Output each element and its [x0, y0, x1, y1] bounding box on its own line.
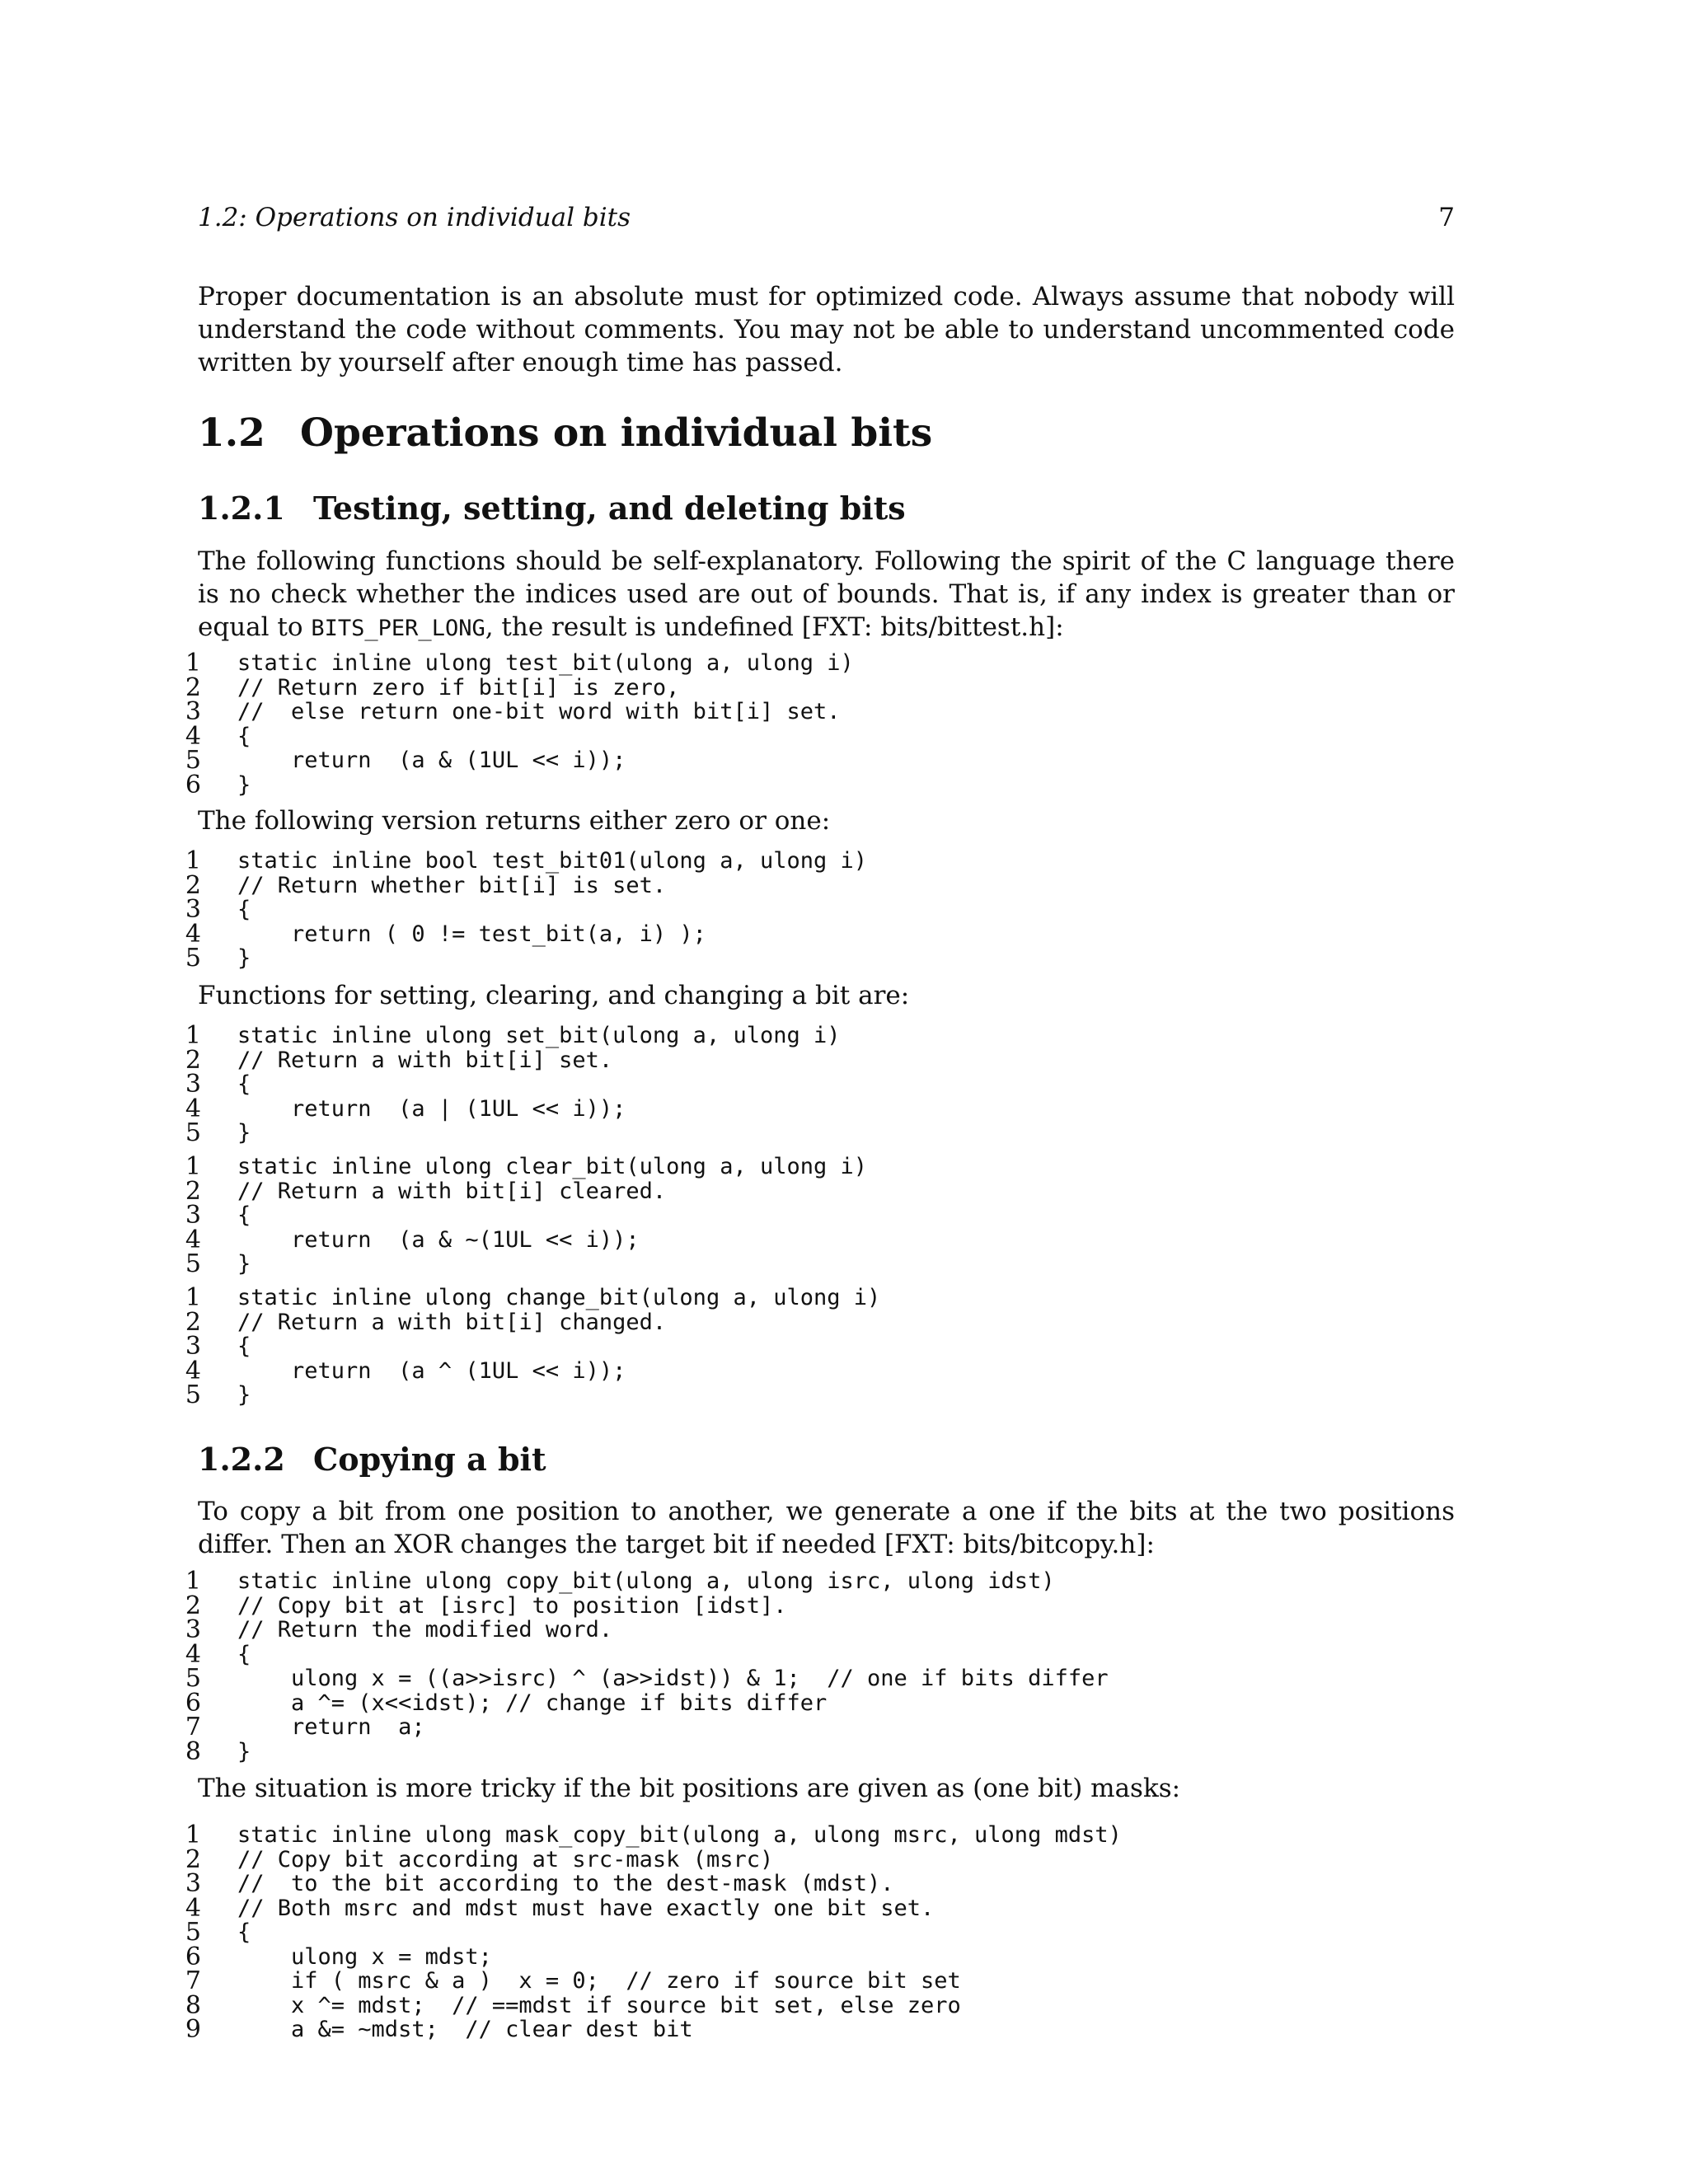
- code-line: [183, 1920, 1469, 1945]
- code-text: static inline ulong change_bit(ulong a, ulong i): [237, 1285, 881, 1310]
- code-text: {: [237, 1333, 251, 1359]
- line-number: 4: [185, 1893, 201, 1923]
- code-line: [183, 946, 1469, 971]
- line-number: 1: [185, 1021, 201, 1050]
- code-block-copy-bit: [183, 1569, 1469, 1764]
- line-number: 5: [185, 1249, 201, 1278]
- line-number: 2: [185, 673, 201, 702]
- line-number: 1: [185, 1821, 201, 1849]
- code-text: return (a | (1UL << i));: [237, 1095, 626, 1122]
- code-block-test-bit: [183, 651, 1469, 797]
- code-text: static inline ulong clear_bit(ulong a, ulong i): [237, 1154, 868, 1179]
- section-heading: [198, 410, 932, 456]
- code-line: [183, 1615, 1469, 1644]
- line-number: 5: [185, 1664, 201, 1693]
- line-number: 2: [185, 1591, 201, 1620]
- line-number: 4: [185, 1639, 201, 1669]
- code-line: [183, 673, 1469, 702]
- code-line: [183, 1283, 1469, 1312]
- line-number: 2: [185, 870, 201, 900]
- code-line: [183, 721, 1469, 751]
- subsection-title: Testing, setting, and deleting bits: [313, 490, 906, 527]
- code-block-test-bit01: [183, 846, 1469, 972]
- line-number: 1: [185, 1283, 201, 1312]
- code-text: // Return whether bit[i] is set.: [237, 872, 667, 898]
- code-line: [183, 770, 1469, 799]
- code-text: a &= ~mdst; // clear dest bit: [237, 2017, 693, 2042]
- code-text: {: [237, 723, 251, 749]
- line-number: 3: [185, 895, 201, 924]
- paragraph-text: , the result is undefined [FXT: bits/bittest.h]:: [485, 612, 1064, 642]
- section-number: 1.2: [198, 410, 265, 456]
- line-number: 2: [185, 1045, 201, 1075]
- code-line: [183, 1380, 1469, 1409]
- code-line: [183, 1021, 1469, 1050]
- subsection-heading-2: [198, 1441, 546, 1478]
- code-line: [183, 1094, 1469, 1123]
- line-number: 3: [185, 1070, 201, 1099]
- line-number: 5: [185, 1118, 201, 1147]
- code-text: }: [237, 771, 251, 798]
- code-text: // else return one-bit word with bit[i] set.: [237, 699, 841, 724]
- paragraph-set-clear-change: Functions for setting, clearing, and changing a bit are:: [198, 981, 910, 1010]
- line-number: 5: [185, 944, 201, 972]
- code-line: [183, 870, 1469, 900]
- code-line: [183, 1942, 1469, 1971]
- code-text: // Copy bit according at src-mask (msrc): [237, 1846, 774, 1872]
- line-number: 9: [185, 2015, 201, 2044]
- code-line: [183, 651, 1469, 676]
- line-number: 8: [185, 1736, 201, 1766]
- code-text: }: [237, 945, 251, 971]
- line-number: 7: [185, 1713, 201, 1741]
- code-text: return (a & (1UL << i));: [237, 748, 626, 773]
- line-number: 5: [185, 1918, 201, 1947]
- paragraph-copy-bit: To copy a bit from one position to another, we generate a one if the bits at the two positions differ. Then an XOR changes the target bit if needed [FXT: bits/bitcopy.h]:: [198, 1497, 1455, 1559]
- line-number: 2: [185, 1176, 201, 1206]
- code-line: [183, 1249, 1469, 1278]
- code-text: x ^= mdst; // ==mdst if source bit set, else zero: [237, 1992, 961, 2018]
- code-text: return ( 0 != test_bit(a, i) );: [237, 921, 706, 947]
- code-line: [183, 1639, 1469, 1669]
- page-number: 7: [1438, 203, 1455, 232]
- code-line: [183, 1869, 1469, 1898]
- running-header: [198, 203, 1455, 232]
- code-block-change-bit: [183, 1283, 1469, 1409]
- code-line: [183, 1307, 1469, 1337]
- code-text: return a;: [237, 1714, 425, 1740]
- line-number: 3: [185, 1332, 201, 1361]
- subsection-number: 1.2.1: [198, 490, 285, 527]
- code-text: // Return a with bit[i] changed.: [237, 1309, 667, 1335]
- code-text: // Return a with bit[i] cleared.: [237, 1178, 667, 1204]
- line-number: 8: [185, 1990, 201, 2020]
- code-block-set-bit: [183, 1021, 1469, 1147]
- code-text: a ^= (x<<idst); // change if bits differ: [237, 1690, 828, 1716]
- code-line: [183, 1072, 1469, 1097]
- code-line: [183, 1045, 1469, 1075]
- code-text: {: [237, 1641, 251, 1667]
- line-number: 1: [185, 1152, 201, 1181]
- code-line: [183, 1203, 1469, 1228]
- code-line: [183, 919, 1469, 949]
- code-line: [183, 1990, 1469, 2020]
- code-text: {: [237, 1919, 251, 1945]
- code-line: [183, 846, 1469, 875]
- code-line: [183, 1176, 1469, 1206]
- paragraph-test-bit01: The following version returns either zero or one:: [198, 806, 831, 836]
- code-block-clear-bit: [183, 1152, 1469, 1278]
- line-number: 5: [185, 1380, 201, 1409]
- code-line: [183, 1118, 1469, 1147]
- code-line: [183, 697, 1469, 726]
- code-line: [183, 748, 1469, 773]
- code-text: // Return the modified word.: [237, 1617, 613, 1643]
- line-number: 1: [185, 1567, 201, 1596]
- paragraph-mask-copy: The situation is more tricky if the bit positions are given as (one bit) masks:: [198, 1774, 1181, 1803]
- code-text: {: [237, 1202, 251, 1228]
- line-number: 3: [185, 1615, 201, 1644]
- line-number: 3: [185, 1201, 201, 1230]
- code-text: return (a ^ (1UL << i));: [237, 1357, 626, 1384]
- line-number: 5: [185, 746, 201, 775]
- code-block-mask-copy-bit: [183, 1823, 1469, 2042]
- code-text: }: [237, 1738, 251, 1765]
- code-text: // Return zero if bit[i] is zero,: [237, 674, 680, 701]
- code-text: return (a & ~(1UL << i));: [237, 1226, 640, 1253]
- code-text: static inline ulong set_bit(ulong a, ulong i): [237, 1023, 841, 1048]
- code-line: [183, 1666, 1469, 1691]
- code-text: static inline ulong test_bit(ulong a, ulong i): [237, 650, 854, 676]
- subsection-number: 1.2.2: [198, 1441, 285, 1478]
- code-text: // Both msrc and mdst must have exactly one bit set.: [237, 1895, 935, 1921]
- inline-code: BITS_PER_LONG: [311, 616, 485, 641]
- intro-paragraph: Proper documentation is an absolute must for optimized code. Always assume that nobody will understand the code without comments. You may not be able to understand uncommented code written by yourself after enough time has passed.: [198, 282, 1455, 377]
- code-line: [183, 1225, 1469, 1254]
- code-text: }: [237, 1120, 251, 1146]
- code-text: ulong x = ((a>>isrc) ^ (a>>idst)) & 1; // one if bits differ: [237, 1666, 1109, 1691]
- line-number: 6: [185, 1942, 201, 1971]
- code-line: [183, 1715, 1469, 1740]
- code-text: ulong x = mdst;: [237, 1943, 492, 1970]
- line-number: 1: [185, 649, 201, 677]
- code-line: [183, 1569, 1469, 1594]
- code-text: // to the bit according to the dest-mask (mdst).: [237, 1871, 894, 1896]
- line-number: 6: [185, 1688, 201, 1718]
- code-line: [183, 895, 1469, 924]
- line-number: 4: [185, 919, 201, 949]
- code-line: [183, 1334, 1469, 1359]
- code-line: [183, 1736, 1469, 1766]
- subsection-heading-1: [198, 490, 906, 527]
- code-line: [183, 1823, 1469, 1848]
- line-number: 2: [185, 1844, 201, 1874]
- code-text: // Copy bit at [isrc] to position [idst].: [237, 1592, 787, 1619]
- code-text: if ( msrc & a ) x = 0; // zero if source bit set: [237, 1968, 961, 1994]
- code-line: [183, 2015, 1469, 2044]
- code-text: static inline ulong copy_bit(ulong a, ulong isrc, ulong idst): [237, 1568, 1055, 1594]
- line-number: 3: [185, 1869, 201, 1898]
- line-number: 3: [185, 697, 201, 726]
- code-line: [183, 1844, 1469, 1874]
- code-line: [183, 1152, 1469, 1181]
- code-text: // Return a with bit[i] set.: [237, 1047, 613, 1073]
- line-number: 7: [185, 1966, 201, 1995]
- line-number: 6: [185, 770, 201, 799]
- code-text: }: [237, 1382, 251, 1408]
- code-text: static inline bool test_bit01(ulong a, ulong i): [237, 848, 868, 874]
- line-number: 4: [185, 721, 201, 751]
- code-text: static inline ulong mask_copy_bit(ulong a, ulong msrc, ulong mdst): [237, 1822, 1122, 1848]
- paragraph-bounds: [198, 545, 1455, 645]
- code-text: }: [237, 1251, 251, 1277]
- paragraph-text: The following functions should be self-explanatory. Following the spirit of the C language there is no check whether the indices used are out of bounds. That is, if any index is greater than or equal to: [198, 546, 1455, 642]
- line-number: 4: [185, 1225, 201, 1254]
- subsection-title: Copying a bit: [313, 1441, 546, 1478]
- code-line: [183, 1356, 1469, 1385]
- code-line: [183, 1893, 1469, 1923]
- line-number: 4: [185, 1356, 201, 1385]
- code-line: [183, 1591, 1469, 1620]
- section-title: Operations on individual bits: [300, 410, 933, 456]
- code-text: {: [237, 897, 251, 922]
- code-line: [183, 1966, 1469, 1995]
- line-number: 2: [185, 1307, 201, 1337]
- code-line: [183, 1688, 1469, 1718]
- running-header-title: 1.2: Operations on individual bits: [198, 203, 631, 232]
- line-number: 4: [185, 1094, 201, 1123]
- line-number: 1: [185, 846, 201, 875]
- code-text: {: [237, 1071, 251, 1097]
